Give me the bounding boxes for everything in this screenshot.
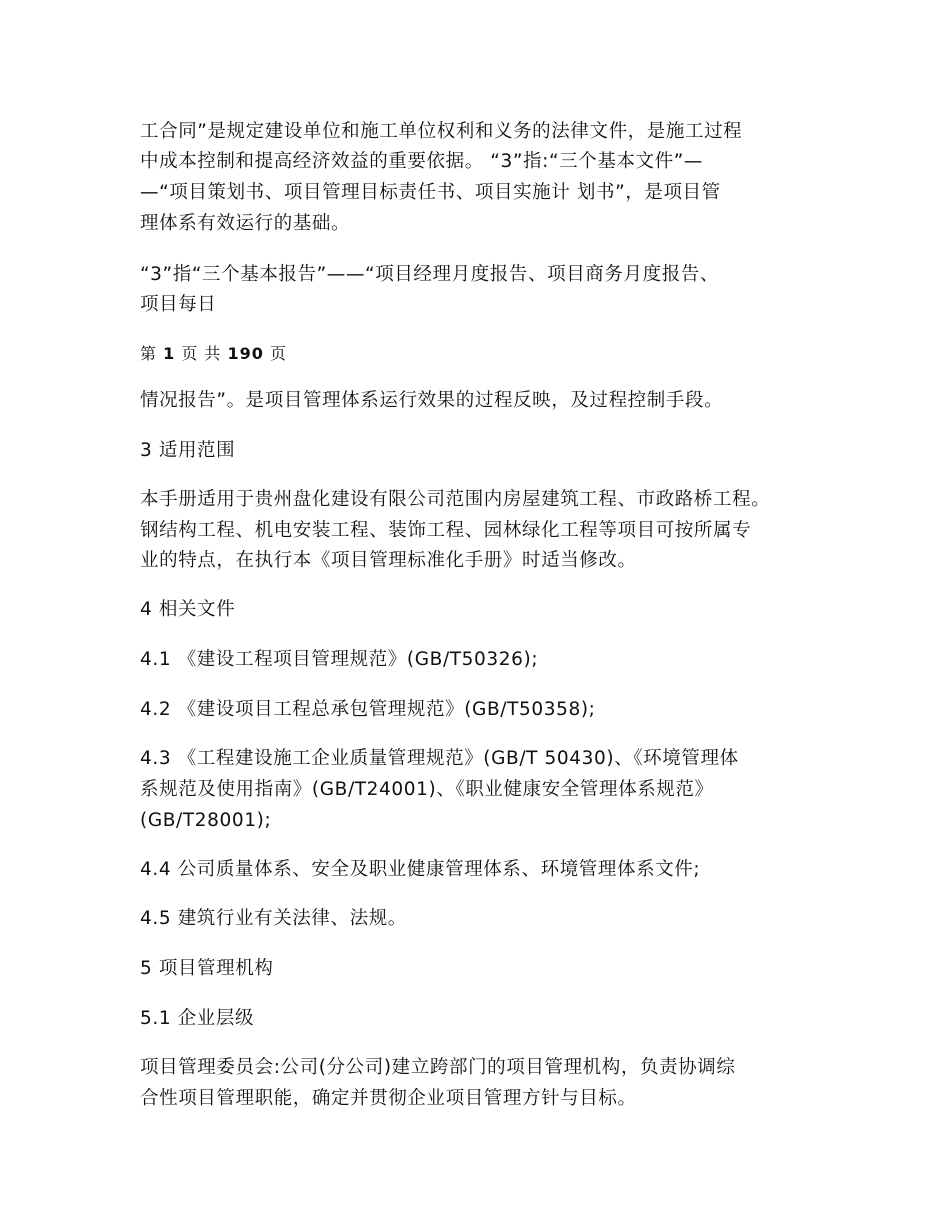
page-number-prefix: 第 [140, 344, 158, 363]
list-item: 4.2 《建设项目工程总承包管理规范》(GB/T50358); [140, 699, 596, 720]
text-line: 合性项目管理职能，确定并贯彻企业项目管理方针与目标。 [140, 1088, 637, 1109]
text-line: 中成本控制和提高经济效益的重要依据。 “3”指:“三个基本文件”— [140, 151, 704, 172]
page-number-middle: 页 共 [181, 344, 222, 363]
list-item: 4.1 《建设工程项目管理规范》(GB/T50326); [140, 649, 539, 670]
page-number-total: 190 [227, 344, 264, 363]
list-item: (GB/T28001); [140, 810, 272, 831]
text-line: 项目每日 [140, 294, 217, 315]
section-heading: 3 适用范围 [140, 440, 236, 461]
text-line: 本手册适用于贵州盘化建设有限公司范围内房屋建筑工程、市政路桥工程。 [140, 489, 771, 510]
text-line: —“项目策划书、项目管理目标责任书、项目实施计 划书”，是项目管 [140, 182, 721, 203]
text-line: 项目管理委员会:公司(分公司)建立跨部门的项目管理机构，负责协调综 [140, 1057, 736, 1078]
list-item: 4.4 公司质量体系、安全及职业健康管理体系、环境管理体系文件; [140, 859, 701, 880]
list-item: 4.5 建筑行业有关法律、法规。 [140, 908, 407, 929]
text-line: 工合同”是规定建设单位和施工单位权利和义务的法律文件，是施工过程 [140, 121, 743, 142]
section-heading: 4 相关文件 [140, 599, 236, 620]
text-line: 业的特点，在执行本《项目管理标准化手册》时适当修改。 [140, 550, 637, 571]
page-number-current: 1 [163, 344, 176, 363]
text-line: 钢结构工程、机电安装工程、装饰工程、园林绿化工程等项目可按所属专 [140, 520, 752, 541]
text-line: 情况报告”。是项目管理体系运行效果的过程反映，及过程控制手段。 [140, 390, 724, 411]
text-line: 理体系有效运行的基础。 [140, 213, 351, 234]
page-number [140, 343, 287, 365]
list-item: 4.3 《工程建设施工企业质量管理规范》(GB/T 50430)、《环境管理体 [140, 748, 739, 769]
list-item: 系规范及使用指南》(GB/T24001)、《职业健康安全管理体系规范》 [140, 779, 714, 800]
text-line: “3”指“三个基本报告”——“项目经理月度报告、项目商务月度报告、 [140, 264, 719, 285]
page-number-suffix: 页 [270, 344, 288, 363]
section-heading: 5 项目管理机构 [140, 958, 274, 979]
subsection-heading: 5.1 企业层级 [140, 1008, 255, 1029]
